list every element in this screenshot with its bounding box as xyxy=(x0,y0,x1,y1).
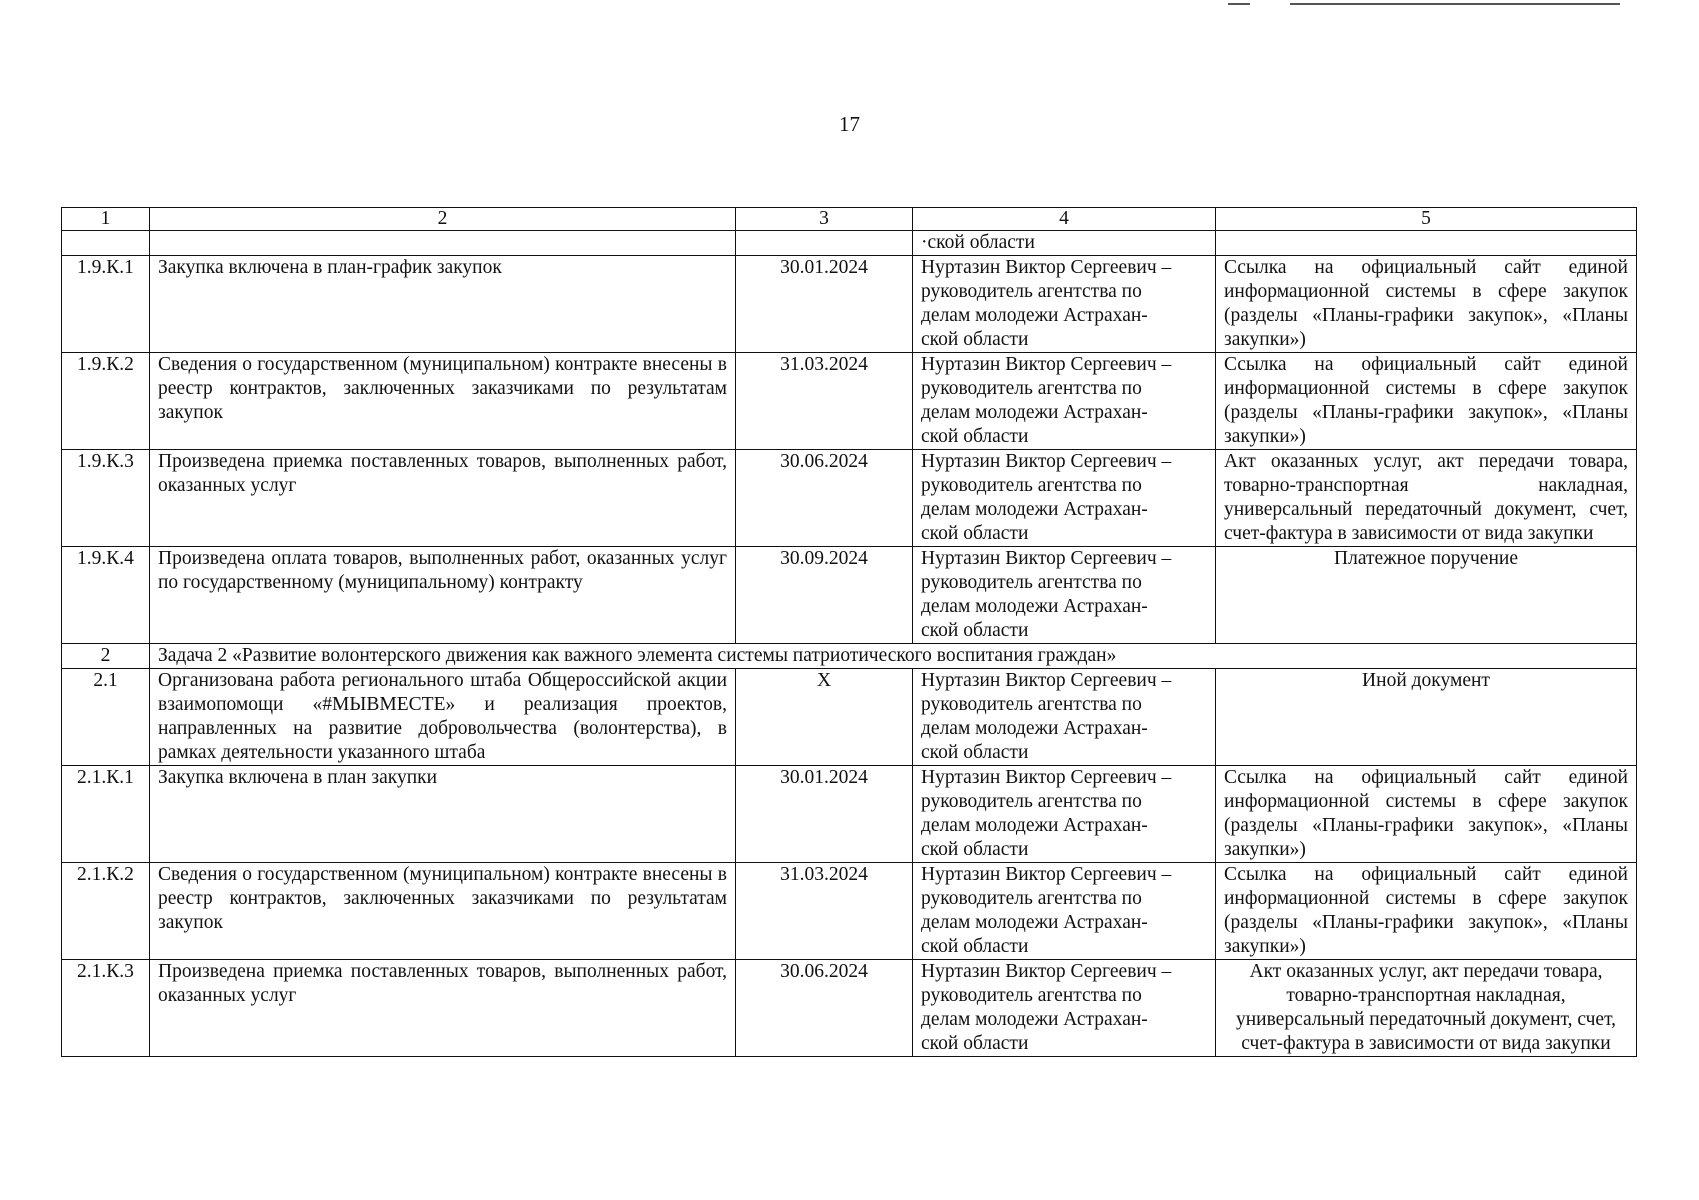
responsible-line: делам молодежи Астрахан- xyxy=(921,718,1148,739)
responsible-line: руководитель агентства по xyxy=(921,572,1142,593)
responsible-line: Нуртазин Виктор Сергеевич – xyxy=(921,548,1172,569)
continuation-cell-empty xyxy=(1216,231,1637,256)
document-type: Ссылка на официальный сайт единой информационной системы в сфере закупок (разделы «Планы-графики закупок», «Планы закупки») xyxy=(1216,863,1637,960)
responsible-person xyxy=(913,863,1216,960)
responsible-line: делам молодежи Астрахан- xyxy=(921,305,1148,326)
column-number-row xyxy=(62,208,1637,231)
responsible-line: Нуртазин Виктор Сергеевич – xyxy=(921,670,1172,691)
table-row xyxy=(62,863,1637,960)
table-row xyxy=(62,256,1637,353)
row-number: 2.1.К.3 xyxy=(62,960,150,1057)
table-row xyxy=(62,547,1637,644)
event-description: Закупка включена в план закупки xyxy=(150,766,736,863)
column-number: 4 xyxy=(913,208,1216,231)
responsible-line: руководитель агентства по xyxy=(921,694,1142,715)
responsible-line: Нуртазин Виктор Сергеевич – xyxy=(921,961,1172,982)
row-number: 2.1.К.2 xyxy=(62,863,150,960)
deadline-date: 30.06.2024 xyxy=(736,450,913,547)
responsible-line: руководитель агентства по xyxy=(921,985,1142,1006)
row-number: 1.9.К.2 xyxy=(62,353,150,450)
responsible-line: ской области xyxy=(921,936,1029,957)
scan-mark-right xyxy=(1290,3,1620,5)
document-type: Ссылка на официальный сайт единой информационной системы в сфере закупок (разделы «Планы-графики закупок», «Планы закупки») xyxy=(1216,766,1637,863)
page-number: 17 xyxy=(839,112,860,136)
responsible-line: делам молодежи Астрахан- xyxy=(921,499,1148,520)
plan-table xyxy=(61,207,1637,1057)
responsible-person xyxy=(913,450,1216,547)
responsible-line: ской области xyxy=(921,620,1029,641)
event-description: Произведена приемка поставленных товаров, выполненных работ, оказанных услуг xyxy=(150,450,736,547)
task-row xyxy=(62,644,1637,669)
responsible-line: делам молодежи Астрахан- xyxy=(921,815,1148,836)
continuation-cell-empty xyxy=(62,231,150,256)
responsible-line: делам молодежи Астрахан- xyxy=(921,402,1148,423)
deadline-date: 30.01.2024 xyxy=(736,766,913,863)
deadline-date: 31.03.2024 xyxy=(736,353,913,450)
row-number: 2.1.К.1 xyxy=(62,766,150,863)
event-description: Произведена оплата товаров, выполненных работ, оказанных услуг по государственному (муниципальному) контракту xyxy=(150,547,736,644)
document-type: Платежное поручение xyxy=(1216,547,1637,644)
responsible-line: руководитель агентства по xyxy=(921,791,1142,812)
scan-mark-left xyxy=(1228,3,1250,5)
responsible-line: руководитель агентства по xyxy=(921,281,1142,302)
responsible-line: руководитель агентства по xyxy=(921,888,1142,909)
responsible-line: ской области xyxy=(921,839,1029,860)
responsible-line: руководитель агентства по xyxy=(921,378,1142,399)
table-row xyxy=(62,450,1637,547)
row-number: 2.1 xyxy=(62,669,150,766)
responsible-person xyxy=(913,960,1216,1057)
responsible-line: Нуртазин Виктор Сергеевич – xyxy=(921,451,1172,472)
continuation-cell-empty xyxy=(736,231,913,256)
responsible-person xyxy=(913,256,1216,353)
event-description: Организована работа регионального штаба Общероссийской акции взаимопомощи «#МЫВМЕСТЕ» и реализация проектов, направленных на развитие добровольчества (волонтерства), в рамках деятельности указанного штаба xyxy=(150,669,736,766)
responsible-line: ской области xyxy=(921,523,1029,544)
document-type: Иной документ xyxy=(1216,669,1637,766)
document-type: Ссылка на официальный сайт единой информационной системы в сфере закупок (разделы «Планы-графики закупок», «Планы закупки») xyxy=(1216,353,1637,450)
continuation-responsible: ·ской области xyxy=(913,231,1216,256)
responsible-line: Нуртазин Виктор Сергеевич – xyxy=(921,354,1172,375)
responsible-line: делам молодежи Астрахан- xyxy=(921,1009,1148,1030)
column-number: 3 xyxy=(736,208,913,231)
deadline-date: X xyxy=(736,669,913,766)
document-type: Акт оказанных услуг, акт передачи товара, товарно-транспортная накладная, универсальный передаточный документ, счет, счет-фактура в зависимости от вида закупки xyxy=(1216,450,1637,547)
deadline-date: 30.01.2024 xyxy=(736,256,913,353)
deadline-date: 30.06.2024 xyxy=(736,960,913,1057)
event-description: Сведения о государственном (муниципальном) контракте внесены в реестр контрактов, заключенных заказчиками по результатам закупок xyxy=(150,353,736,450)
responsible-line: делам молодежи Астрахан- xyxy=(921,912,1148,933)
row-number: 1.9.К.1 xyxy=(62,256,150,353)
responsible-line: ской области xyxy=(921,329,1029,350)
responsible-person xyxy=(913,669,1216,766)
event-description: Сведения о государственном (муниципальном) контракте внесены в реестр контрактов, заключенных заказчиками по результатам закупок xyxy=(150,863,736,960)
table-row xyxy=(62,766,1637,863)
responsible-line: Нуртазин Виктор Сергеевич – xyxy=(921,767,1172,788)
document-type: Акт оказанных услуг, акт передачи товара, товарно-транспортная накладная, универсальный передаточный документ, счет, счет-фактура в зависимости от вида закупки xyxy=(1216,960,1637,1057)
responsible-line: ской области xyxy=(921,426,1029,447)
table-row xyxy=(62,960,1637,1057)
responsible-person xyxy=(913,766,1216,863)
responsible-line: ской области xyxy=(921,742,1029,763)
responsible-line: Нуртазин Виктор Сергеевич – xyxy=(921,257,1172,278)
responsible-line: Нуртазин Виктор Сергеевич – xyxy=(921,864,1172,885)
responsible-person xyxy=(913,547,1216,644)
responsible-person xyxy=(913,353,1216,450)
event-description: Закупка включена в план-график закупок xyxy=(150,256,736,353)
row-number: 2 xyxy=(62,644,150,669)
column-number: 2 xyxy=(150,208,736,231)
row-number: 1.9.К.4 xyxy=(62,547,150,644)
continuation-row xyxy=(62,231,1637,256)
responsible-line: делам молодежи Астрахан- xyxy=(921,596,1148,617)
document-type: Ссылка на официальный сайт единой информационной системы в сфере закупок (разделы «Планы-графики закупок», «Планы закупки») xyxy=(1216,256,1637,353)
continuation-cell-empty xyxy=(150,231,736,256)
column-number: 1 xyxy=(62,208,150,231)
event-description: Произведена приемка поставленных товаров, выполненных работ, оказанных услуг xyxy=(150,960,736,1057)
column-number: 5 xyxy=(1216,208,1637,231)
responsible-line: руководитель агентства по xyxy=(921,475,1142,496)
row-number: 1.9.К.3 xyxy=(62,450,150,547)
task-title: Задача 2 «Развитие волонтерского движения как важного элемента системы патриотического воспитания граждан» xyxy=(150,644,1637,669)
deadline-date: 31.03.2024 xyxy=(736,863,913,960)
table-row xyxy=(62,353,1637,450)
deadline-date: 30.09.2024 xyxy=(736,547,913,644)
responsible-line: ской области xyxy=(921,1033,1029,1054)
table-row xyxy=(62,669,1637,766)
